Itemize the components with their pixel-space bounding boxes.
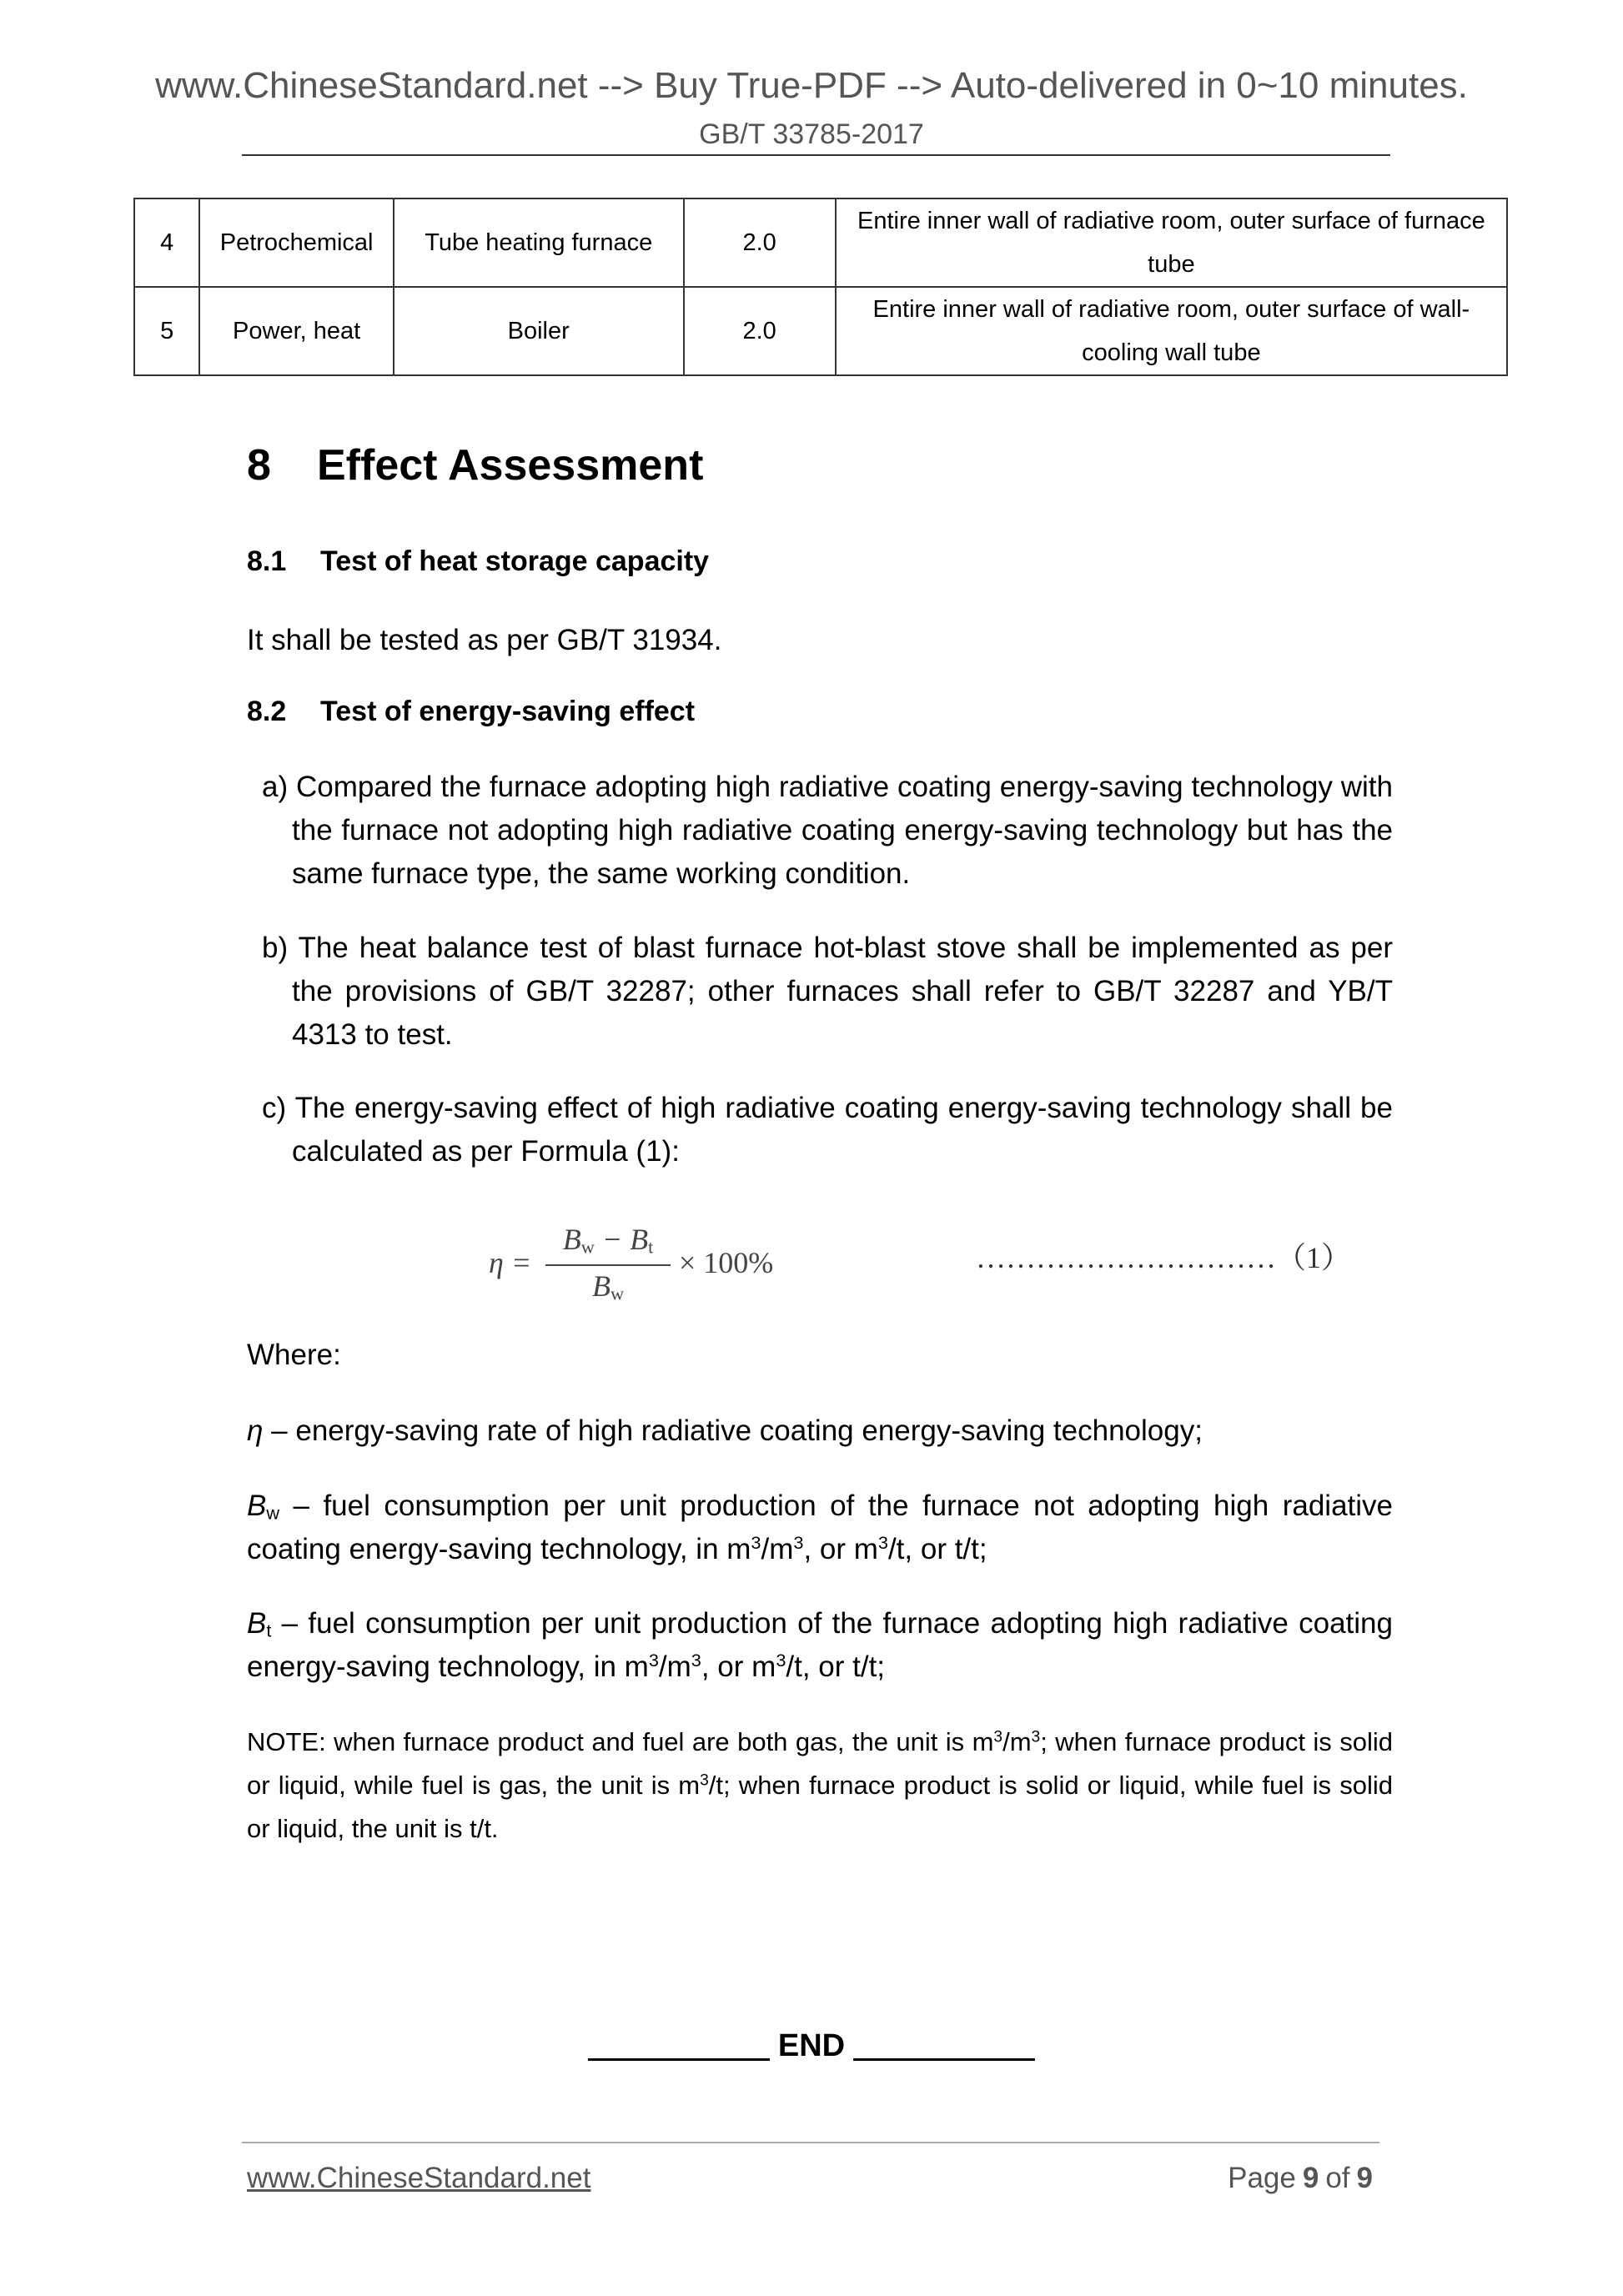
page-current: 9 <box>1302 2162 1319 2194</box>
formula-subscript-w-denominator: w <box>610 1283 625 1304</box>
unit-part: /m <box>658 1650 691 1683</box>
definition-bt <box>247 1602 1393 1689</box>
table-row <box>134 198 1507 287</box>
table-row <box>134 287 1507 375</box>
note-part: /t; when furnace product is solid or liquid, while fuel is solid or liquid, the unit is t/t. <box>247 1771 1393 1843</box>
note-paragraph <box>247 1721 1393 1851</box>
bt-symbol: B <box>247 1607 267 1640</box>
table-cell-value: 2.0 <box>684 287 836 375</box>
definition-eta <box>247 1409 1393 1453</box>
bt-subscript: t <box>266 1620 272 1641</box>
superscript-3: 3 <box>700 1771 709 1790</box>
unit-part: , or m <box>803 1533 878 1565</box>
definition-bw <box>247 1485 1393 1571</box>
section-number: 8 <box>247 441 271 490</box>
formula-subscript-w: w <box>580 1236 595 1258</box>
superscript-3: 3 <box>751 1532 761 1554</box>
table-cell-equipment: Tube heating furnace <box>394 198 684 287</box>
formula-1 <box>489 1222 839 1314</box>
table-cell-position-line1: Entire inner wall of radiative room, outer surface of furnace <box>857 208 1485 234</box>
footer-rule <box>242 2142 1379 2143</box>
table-cell-position <box>836 287 1507 375</box>
section-8-2-heading <box>247 696 695 728</box>
superscript-3: 3 <box>793 1532 804 1554</box>
subsection-number: 8.2 <box>247 696 287 727</box>
note-part: NOTE: when furnace product and fuel are both gas, the unit is m <box>247 1727 994 1756</box>
table-cell-equipment: Boiler <box>394 287 684 375</box>
formula-subscript-t: t <box>648 1236 654 1258</box>
superscript-3: 3 <box>877 1532 888 1554</box>
end-label: END <box>777 2028 846 2063</box>
list-item-a: a) Compared the furnace adopting high radiative coating energy-saving technology with the furnace not adopting high radiative coating energy-saving technology but has the same furnace type, the same working condition. <box>262 771 1393 890</box>
note-part: ; when furnace product is solid or liquid, while fuel is gas, the unit is m <box>247 1727 1393 1800</box>
footer-link[interactable]: www.ChineseStandard.net <box>247 2162 591 2194</box>
subsection-number: 8.1 <box>247 545 287 577</box>
table-cell-industry: Power, heat <box>199 287 394 375</box>
superscript-3: 3 <box>691 1650 701 1671</box>
unit-part: , or m <box>701 1650 776 1683</box>
end-rule-left <box>588 2058 770 2061</box>
subsection-title: Test of heat storage capacity <box>320 545 710 577</box>
superscript-3: 3 <box>648 1650 659 1671</box>
list-item-c: c) The energy-saving effect of high radiative coating energy-saving technology shall be calculated as per Formula (1): <box>262 1092 1393 1168</box>
formula-numerator <box>545 1222 671 1257</box>
superscript-3: 3 <box>993 1728 1003 1746</box>
superscript-3: 3 <box>1031 1728 1041 1746</box>
note-part: /m <box>1002 1727 1032 1756</box>
bw-symbol: B <box>247 1490 267 1522</box>
formula-label: …………………………（1） <box>976 1241 1351 1274</box>
formula-times: × 100% <box>679 1246 774 1279</box>
bw-definition: – fuel consumption per unit production of the furnace not adopting high radiative coating energy-saving technology, in m <box>247 1490 1393 1565</box>
table-cell-value: 2.0 <box>684 198 836 287</box>
table-cell-position-line2: cooling wall tube <box>1082 339 1261 366</box>
eta-definition: – energy-saving rate of high radiative coating energy-saving technology; <box>263 1414 1203 1447</box>
formula-denominator <box>545 1269 671 1304</box>
table-cell-position-line1: Entire inner wall of radiative room, outer surface of wall- <box>872 296 1470 323</box>
table-cell-industry: Petrochemical <box>199 198 394 287</box>
unit-part: /t, or t/t; <box>786 1650 886 1683</box>
end-rule-right <box>853 2058 1035 2061</box>
page-total: 9 <box>1356 2162 1373 2194</box>
table-cell-position <box>836 198 1507 287</box>
header-standard-number: GB/T 33785-2017 <box>699 118 924 150</box>
page-indicator <box>1228 2162 1379 2195</box>
end-marker <box>0 2028 1623 2064</box>
page-word: Page <box>1228 2162 1296 2194</box>
formula-minus-bt: − B <box>601 1223 649 1256</box>
page-of: of <box>1325 2162 1350 2194</box>
section-8-heading <box>247 440 703 490</box>
header-banner[interactable]: www.ChineseStandard.net --> Buy True-PDF --> Auto-delivered in 0~10 minutes. <box>155 65 1468 106</box>
superscript-3: 3 <box>776 1650 786 1671</box>
list-item-b: b) The heat balance test of blast furnace hot-blast stove shall be implemented as per the provisions of GB/T 32287; other furnaces shall refer to GB/T 32287 and YB/T 4313 to test. <box>262 932 1393 1051</box>
fraction-bar <box>545 1264 671 1266</box>
subsection-title: Test of energy-saving effect <box>320 696 696 727</box>
where-label: Where: <box>247 1339 341 1371</box>
unit-part: /m <box>761 1533 794 1565</box>
table-cell-no: 4 <box>134 198 199 287</box>
header-rule <box>242 154 1390 156</box>
bw-subscript: w <box>266 1502 280 1524</box>
eta-symbol: η <box>247 1414 264 1447</box>
unit-part: /t, or t/t; <box>887 1533 987 1565</box>
formula-symbol-bw: B <box>562 1223 581 1256</box>
bt-definition: – fuel consumption per unit production of the furnace adopting high radiative coating energy-saving technology, in m <box>247 1607 1393 1683</box>
section-8-1-text: It shall be tested as per GB/T 31934. <box>247 624 722 656</box>
application-table <box>133 198 1508 376</box>
formula-symbol-bw-denominator: B <box>591 1269 611 1303</box>
table-cell-position-line2: tube <box>1148 251 1195 278</box>
formula-lhs: η = <box>489 1246 532 1279</box>
section-8-1-heading <box>247 545 709 578</box>
section-title: Effect Assessment <box>317 441 704 490</box>
table-cell-no: 5 <box>134 287 199 375</box>
